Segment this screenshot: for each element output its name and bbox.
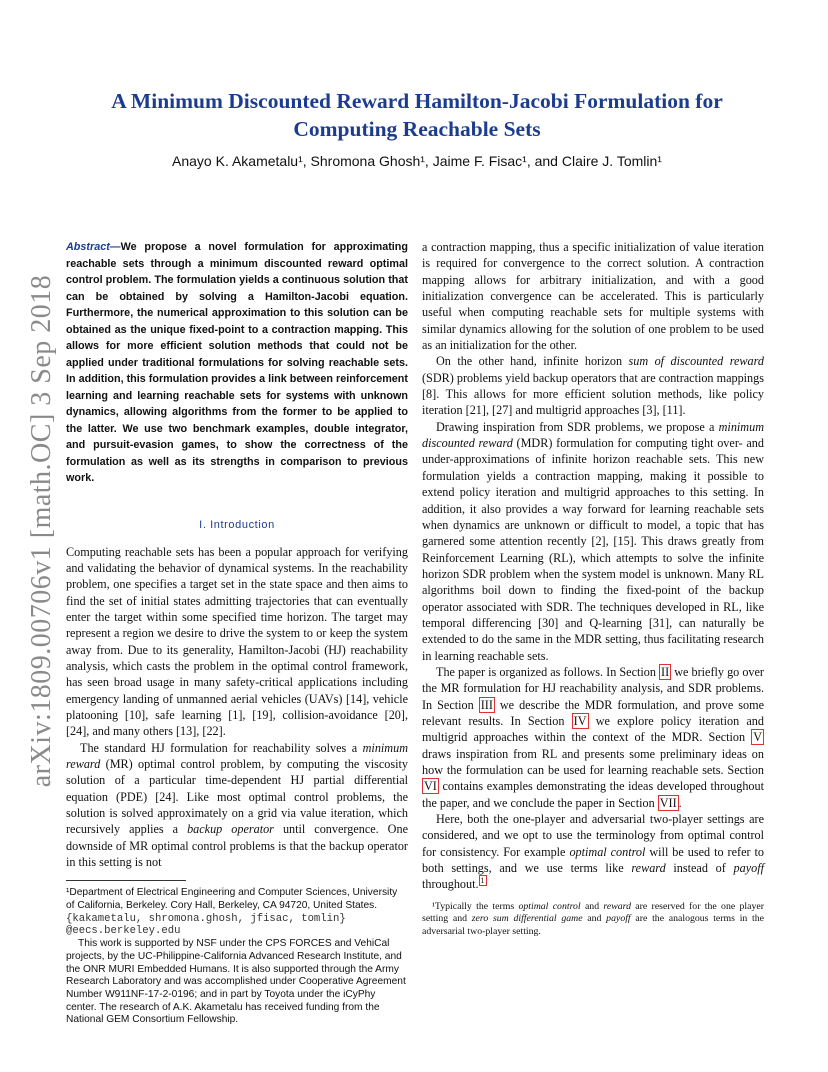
emphasis: reward xyxy=(603,900,631,912)
emphasis: payoff xyxy=(733,861,764,876)
text-run: ¹Typically the terms xyxy=(432,900,519,912)
author-list: Anayo K. Akametalu¹, Shromona Ghosh¹, Jaime F. Fisac¹, and Claire J. Tomlin¹ xyxy=(172,153,662,169)
text-run: throughout. xyxy=(422,877,479,892)
intro-paragraph-1: Computing reachable sets has been a popular approach for verifying and validating the behavior of dynamical systems. In the reachability problem, one specifies a target set in the state space and then aims to find the set of initial states admitting trajectories that can eventually enter the target within some specified time horizon. The target may represent a region we desire to drive the system to or keep the system away from. Due to its generality, Hamilton-Jacobi (HJ) reachability analysis, which casts the problem in the optimal control framework, has seen broad usage in many safety-critical applications including emergency landing of unmanned aerial vehicles (UAVs) [14], vehicle platooning [10], safe learning [1], [19], collision-avoidance [20], [24], and many others [13], [22]. xyxy=(66,544,408,739)
left-column xyxy=(66,239,408,1027)
affiliation-footnote: ¹Department of Electrical Engineering and Computer Sciences, University of California, Berkeley. Cory Hall, Berkeley, CA 94720, United States. xyxy=(66,887,398,912)
text-run: The standard HJ formulation for reachability solves a xyxy=(80,740,363,755)
right-paragraph-2 xyxy=(422,353,764,418)
emphasis: backup operator xyxy=(187,822,274,837)
text-run: we briefly go over the MR formulation for HJ reachability analysis, and SDR problems. In Section xyxy=(422,664,764,712)
abstract-text: We propose a novel formulation for approximating reachable sets through a minimum discounted reward optimal control problem. The formulation yields a continuous solution that can be obtained by solving a Hamilton-Jacobi equation. Furthermore, the numerical approximation to this solution can be obtained as the unique fixed-point to a contraction mapping. This allows for more efficient solution methods that could not be applied under traditional formulations for solving reachable sets. In addition, this formulation provides a link between reinforcement learning and learning reachable sets for systems with unknown dynamics, allowing algorithms from the former to be applied to the latter. We use two benchmark examples, double integrator, and pursuit-evasion games, to show the correctness of the formulation as well as its strengths in comparison to previous work. xyxy=(66,241,408,484)
text-run: . xyxy=(678,795,682,810)
right-column xyxy=(422,239,764,938)
footnote-link-1[interactable]: 1 xyxy=(480,876,485,886)
intro-paragraph-2 xyxy=(66,740,408,871)
section-link-ii[interactable]: II xyxy=(661,664,670,679)
email-footnote xyxy=(66,913,408,938)
emphasis: optimal control xyxy=(518,900,581,912)
text-run: (MR) optimal control problem, by computing the viscosity solution of a particular time-dependent HJ partial differential equation (PDE) [24]. Like most optimal control problems, the solution is solved approximately on a grid via value iteration, which recursively applies a xyxy=(66,756,408,837)
section-link-vi[interactable]: VI xyxy=(424,779,437,794)
right-paragraph-1: a contraction mapping, thus a specific initialization of value iteration is required for convergence to the correct solution. A contraction mapping allows for arbitrary initialization, and with a good initialization convergence can be accelerated. This is particularly useful when computing reachable sets for multiple systems with similar dynamics allowing for the solution of one problem to be used as an initialization for the other. xyxy=(422,240,764,353)
text-run: On the other hand, infinite horizon xyxy=(436,354,629,369)
section-heading-introduction: I. Introduction xyxy=(199,518,275,531)
text-run: and xyxy=(582,913,607,925)
text-run: instead of xyxy=(665,861,734,876)
footnote-divider xyxy=(66,880,186,881)
email-addresses: {kakametalu, shromona.ghosh, jfisac, tomlin} @eecs.berkeley.edu xyxy=(66,912,346,938)
text-run: (MDR) formulation for computing tight over- and under-approximations of infinite horizon reachable sets. This new formulation yields a contraction mapping, making it possible to extend policy iteration and multigrid approaches to this setting. In addition, it also provides a way forward for learning reachable sets when dynamics are unknown or difficult to model, a topic that has garnered some attention recently [2], [15]. This draws greatly from Reinforcement Learning (RL), which attempts to solve the infinite horizon SDR problem when the system model is unknown. Many RL algorithms boil down to finding the fixed-point of the backup operator associated with SDR. The techniques developed in RL, like temporal differencing [30] and Q-learning [31], can naturally be extended to do the same in the MDR setting, thus facilitating research in learning reachable sets. xyxy=(422,436,764,663)
text-run: contains examples demonstrating the ideas developed throughout the paper, and we conclude the paper in Section xyxy=(422,779,764,810)
emphasis: sum of discounted reward xyxy=(628,354,764,369)
section-link-v[interactable]: V xyxy=(753,730,762,745)
right-paragraph-4 xyxy=(422,664,764,811)
text-run: are the analogous terms in the adversarial two-player setting. xyxy=(422,913,765,937)
funding-footnote: This work is supported by NSF under the CPS FORCES and VehiCal projects, by the UC-Philippine-California Advanced Research Institute, and the ONR MURI Embedded Humans. It is also supported through the Army Research Laboratory and was accomplished under Cooperative Agreement Number W911NF-17-2-0196; and in part by Toyota under the iCyPhy center. The research of A.K. Akametalu has received funding from the National GEM Consortium Fellowship. xyxy=(66,938,406,1026)
emphasis: minimum discounted reward xyxy=(422,419,764,451)
text-run: draws inspiration from RL and presents some preliminary ideas on how the formulation can be used for learning reachable sets. Section xyxy=(422,746,764,777)
section-link-vii[interactable]: VII xyxy=(659,795,677,810)
section-link-iii[interactable]: III xyxy=(480,697,493,712)
text-run: and xyxy=(580,900,604,912)
text-run: we describe the MDR formulation, and prove some relevant results. In Section xyxy=(422,697,764,728)
emphasis: payoff xyxy=(606,913,631,925)
text-run: (SDR) problems yield backup operators that are contraction mappings [8]. This allows for more efficient solution methods, like policy iteration [21], [27] and multigrid approaches [3], [11]. xyxy=(422,370,764,418)
emphasis: minimum reward xyxy=(66,740,408,771)
abstract xyxy=(66,239,408,487)
abstract-label: Abstract— xyxy=(66,241,121,253)
emphasis: zero sum differential game xyxy=(471,913,583,925)
text-run: The paper is organized as follows. In Section xyxy=(436,664,660,679)
emphasis: optimal control xyxy=(569,844,646,859)
text-run: Drawing inspiration from SDR problems, we propose a xyxy=(436,419,719,434)
text-run: until convergence. One downside of MR optimal control problems is that the backup operator in this setting is not xyxy=(66,822,408,870)
right-paragraph-3 xyxy=(422,419,764,664)
text-run: will be used to refer to both settings, and we use terms like xyxy=(422,844,764,876)
text-run: are reserved for the one player setting and xyxy=(422,900,764,925)
text-run: we explore policy iteration and multigrid approaches within the context of the MDR. Section xyxy=(422,713,764,745)
section-link-iv[interactable]: IV xyxy=(573,713,587,728)
emphasis: reward xyxy=(631,861,666,876)
text-run: Here, both the one-player and adversarial two-player settings are considered, and we opt to use the terminology from optimal control for consistency. For example xyxy=(422,812,764,859)
paper-title: A Minimum Discounted Reward Hamilton-Jacobi Formulation for Computing Reachable Sets xyxy=(111,89,723,141)
right-paragraph-5 xyxy=(422,811,764,893)
arxiv-identifier: arXiv:1809.00706v1 [math.OC] 3 Sep 2018 xyxy=(26,274,57,788)
terminology-footnote xyxy=(422,901,764,939)
